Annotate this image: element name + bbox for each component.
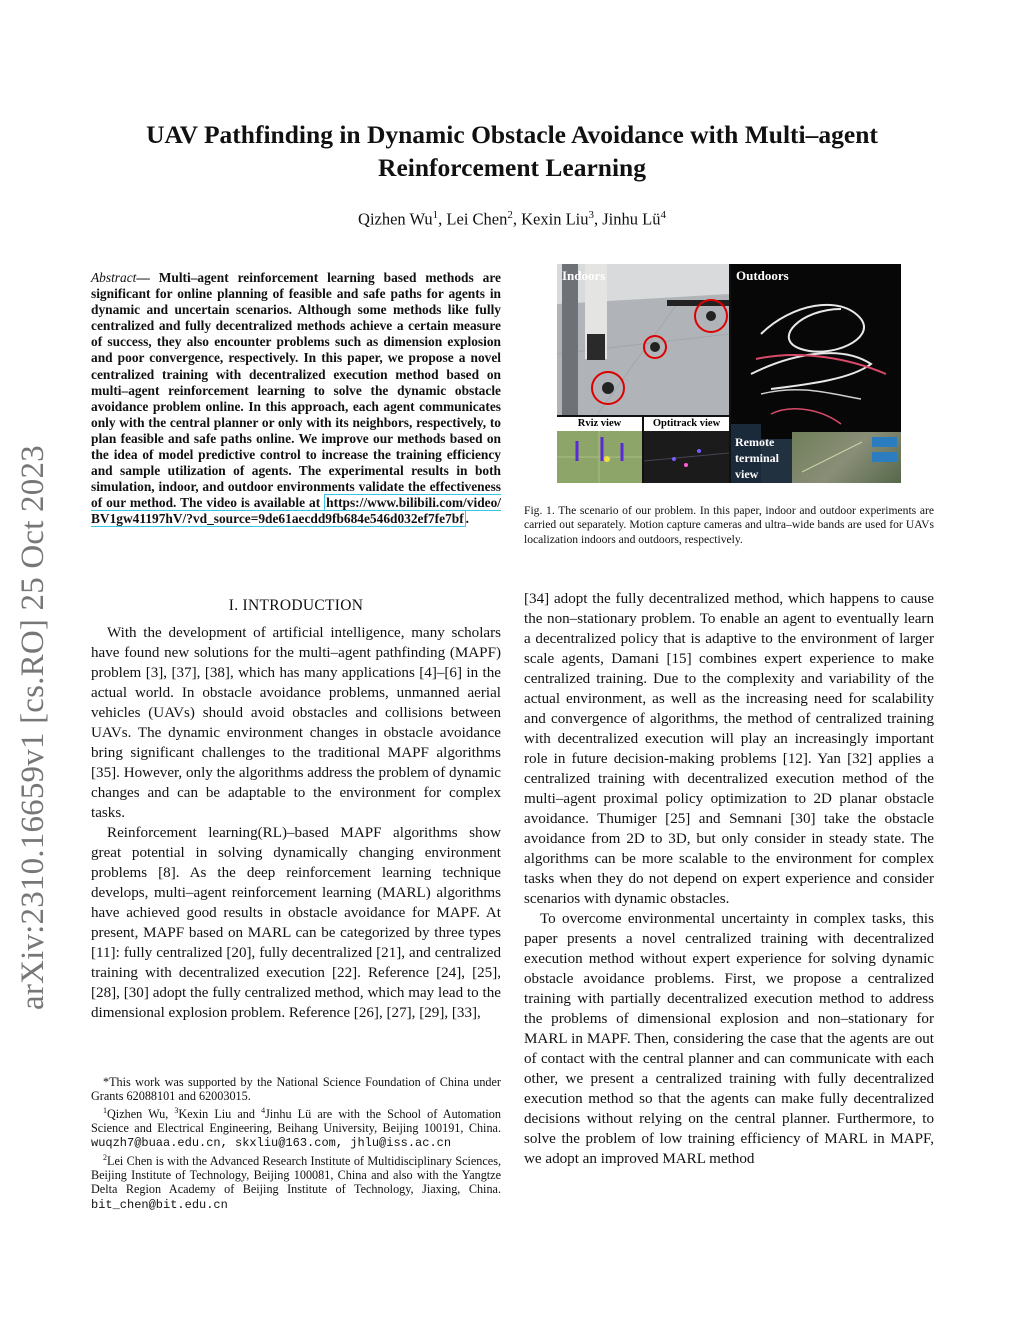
footnote-text: Qizhen Wu,: [107, 1106, 175, 1121]
body-paragraph: [34] adopt the fully decentralized method, which happens to cause the non–stationary problem. To enable an agent to eventually learn a decentralized policy that is adaptive to the environment of larger scale agents, Damani [15] combines expert experience to make centralized training. Due to the complexity and variability of the actual environment, as well as the increasing need for scalability and convergence of algorithms, the method of centralized training with decentralized execution will play an increasingly important role in future decision-making problems [12]. Yan [32] applies a centralized training with decentralized execution method of the multi–agent proximal policy optimization to 2D planar obstacle avoidance. Thumiger [25] and Semnani [30] take the obstacle avoidance from 2D to 3D, but only consider in steady state. The algorithms can be more scalable to the environment for complex tasks when they do not depend on expert experience and consider scenarios with dynamic obstacles.: [524, 591, 934, 907]
author-name: Jinhu Lü: [602, 209, 661, 229]
abstract-end: .: [465, 511, 470, 527]
abstract: [91, 270, 501, 528]
figure-1: [557, 264, 901, 483]
body-paragraph: Reinforcement learning(RL)–based MAPF algorithms show great potential in solving dynamically changing environment problems [8]. As the deep reinforcement learning technique develops, multi–agent reinforcement learning (MARL) algorithms have achieved good results in obstacle avoidance for MAPF. At present, MAPF based on MARL can be categorized by three types [11]: fully centralized [20], fully decentralized [21], and centralized training with decentralized execution [22]. Reference [24], [25], [28], [30] adopt the fully centralized method, which may lead to the dimensional explosion problem. Reference [26], [27], [29], [33],: [91, 825, 501, 1021]
rviz-grid-drawing: [557, 431, 642, 483]
remote-terminal-label: Remote terminal view: [735, 435, 779, 481]
paper-title: [0, 118, 1024, 184]
rviz-view-panel: [557, 417, 642, 483]
footnote-sup: 4: [261, 1105, 266, 1115]
indoor-photo: [557, 264, 729, 415]
footnote-sup: 2: [103, 1152, 107, 1162]
author-sup: 1: [432, 209, 439, 221]
optitrack-view-label: Optitrack view: [644, 417, 729, 431]
title-line-2: Reinforcement Learning: [378, 153, 646, 182]
funding-footnote: *This work was supported by the National Science Foundation of China under Grants 62088101 and 62003015.: [91, 1075, 501, 1104]
remote-map-drawing: [792, 432, 901, 483]
footnote-sup: 3: [174, 1105, 179, 1115]
arxiv-side-stamp: arXiv:2310.16659v1 [cs.RO] 25 Oct 2023: [15, 445, 51, 1010]
author-sup: 3: [588, 209, 594, 221]
body-paragraph: With the development of artificial intelligence, many scholars have found new solutions for the multi–agent pathfinding (MAPF) problem [3], [37], [38], which has many applications [4]–[6] in the actual world. In obstacle avoidance problems, unmanned aerial vehicles (UAVs) should avoid obstacles and collisions between UAVs. The dynamic environment changes in obstacle avoidance bring significant challenges to the traditional MAPF algorithms [35]. However, only the algorithms address the problem of dynamic changes and can be adaptable to the environment for complex tasks.: [91, 625, 501, 821]
body-paragraph: To overcome environmental uncertainty in complex tasks, this paper presents a novel centralized training with decentralized execution method without expert experience for solving dynamic obstacle avoidance problems. First, we propose a centralized training with partially decentralized execution method to address the problems of dimensional explosion and non–stationary for MARL in MAPF. Then, considering the case that the agents are out of contact with the central planner and can communicate with each other, we present a centralized training with fully decentralized execution method so that the agents can make fully decentralized decisions without relying on the central planner. Furthermore, to solve the problem of low training efficiency of MARL in MAPF, we adopt an improved MARL method: [524, 911, 934, 1167]
optitrack-view-panel: [644, 417, 729, 483]
section-heading: I. INTRODUCTION: [228, 597, 364, 614]
indoor-scene-drawing: [557, 264, 729, 415]
author-emails: wuqzh7@buaa.edu.cn, skxliu@163.com, jhlu@iss.ac.cn: [91, 1136, 452, 1151]
abstract-text: — Multi–agent reinforcement learning based methods are significant for online planning of feasible and safe paths for agents in dynamic and uncertain scenarios. Although some methods like fully centralized and fully decentralized methods achieve a certain measure of success, they also encounter problems such as dimension explosion and poor convergence, respectively. In this paper, we propose a novel centralized training with decentralized execution method based on multi–agent reinforcement learning to solve the dynamic obstacle avoidance problem online. In this approach, each agent communicates only with the central planner or only with its neighbors, respectively, to plan feasible and safe paths online. We improve our methods based on the idea of model predictive control to increase the training efficiency and sample utilization of agents. The experimental results in both simulation, indoor, and outdoor environments validate the effectiveness of our method. The video is available at: [91, 270, 501, 511]
author-name: Lei Chen: [446, 209, 508, 229]
footnote-text: Lei Chen is with the Advanced Research Institute of Multidisciplinary Sciences, Beijing Institute of Technology, Beijing 100081, China and also with the Yangtze Delta Region Academy of Beijing Institute of Technology, Jiaxing, China.: [91, 1153, 501, 1197]
abstract-label: Abstract: [91, 270, 137, 285]
rviz-view-label: Rviz view: [557, 417, 642, 431]
author-name: Kexin Liu: [521, 209, 589, 229]
author-sup: 4: [660, 209, 666, 221]
footnote-sup: 1: [103, 1105, 107, 1115]
affiliation-footnote-1: [91, 1104, 501, 1151]
indoors-label: Indoors: [562, 268, 606, 283]
affiliation-footnote-2: [91, 1151, 501, 1212]
optitrack-drawing: [644, 431, 729, 483]
figure-caption: Fig. 1. The scenario of our problem. In this paper, indoor and outdoor experiments are carried out separately. Motion capture cameras and ultra–wide bands are used for UAVs localization indoors and outdoors, respectively.: [524, 504, 934, 546]
remote-terminal-panel: [792, 432, 901, 483]
author-sup: 2: [507, 209, 513, 221]
outdoors-label: Outdoors: [736, 268, 789, 283]
right-body-text: [524, 589, 934, 1169]
author-name: Qizhen Wu: [358, 209, 433, 229]
video-link[interactable]: https://www.bilibili.com/video/BV1gw41197hV/?vd_source=9de61aecdd9fb684e546d032ef7fe7bf: [91, 495, 501, 527]
left-body-text: [91, 623, 501, 1023]
footnote-text: Jinhu Lü are with the School of Automation Science and Electrical Engineering, Beihang University, Beijing 100191, China.: [91, 1106, 501, 1135]
author-email: bit_chen@bit.edu.cn: [91, 1197, 228, 1212]
footnotes: [91, 1075, 501, 1212]
title-line-1: UAV Pathfinding in Dynamic Obstacle Avoidance with Multi–agent: [146, 120, 878, 149]
author-list: Qizhen Wu$^1$, Lei Chen$^2$, Kexin Liu$^3$, Jinhu $Lü^4$: [358, 209, 666, 229]
footnote-text: Kexin Liu and: [178, 1106, 262, 1121]
